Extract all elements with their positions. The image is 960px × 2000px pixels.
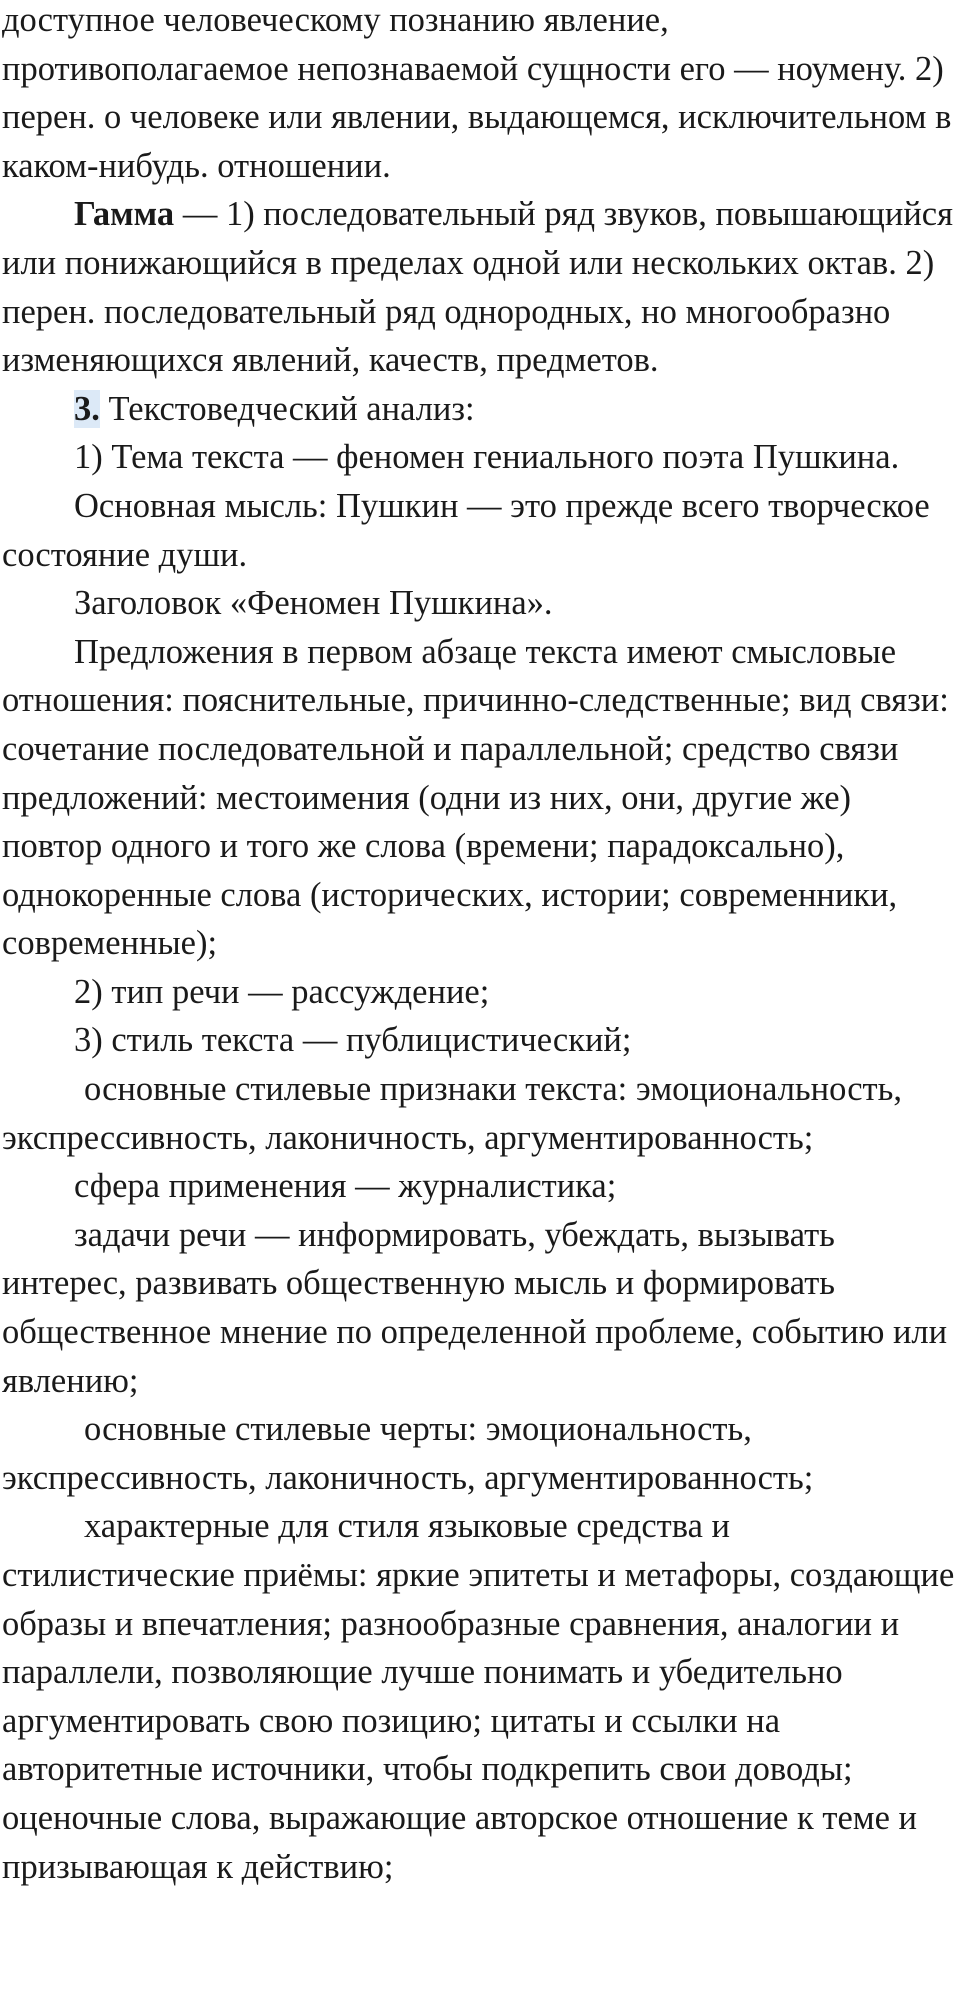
style-traits: основные стилевые черты: эмоциональность, экспрессивность, лаконичность, аргументированность;	[2, 1410, 814, 1497]
gamma-term: Гамма	[74, 195, 175, 234]
text-theme: 1) Тема текста — феномен гениального поэта Пушкина.	[74, 438, 900, 477]
speech-tasks: задачи речи — информировать, убеждать, вызывать интерес, развивать общественную мысль и формировать общественное мнение по определенной проблеме, событию или явлению;	[2, 1215, 948, 1400]
gamma-definition	[2, 190, 958, 384]
gamma-definition-text: — 1) последовательный ряд звуков, повышающийся или понижающийся в пределах одной или нескольких октав. 2) перен. последовательный ряд однородных, но многообразно изменяющихся явлений, качеств, предметов.	[2, 195, 953, 380]
application-sphere: сфера применения — журналистика;	[74, 1167, 617, 1206]
section-title: Текстоведческий анализ:	[99, 389, 475, 428]
text-heading: Заголовок «Феномен Пушкина».	[74, 584, 553, 623]
sentence-relations: Предложения в первом абзаце текста имеют смысловые отношения: пояснительные, причинно-следственные; вид связи: сочетание последовательной и параллельной; средство связи предложений: местоимения (одни из них, они, другие же) повтор одного и того же слова (времени; парадоксально), однокоренные слова (исторических, истории; современники, современные);	[2, 632, 949, 963]
document-page	[2, 0, 958, 1891]
section-3-heading	[2, 385, 958, 434]
style-features: основные стилевые признаки текста: эмоциональность, экспрессивность, лаконичность, аргументированность;	[2, 1070, 902, 1157]
speech-type: 2) тип речи — рассуждение;	[74, 972, 490, 1011]
language-means: характерные для стиля языковые средства и стилистические приёмы: яркие эпитеты и метафоры, создающие образы и впечатления; разнообразные сравнения, аналогии и параллели, позволяющие лучше понимать и убедительно аргументировать свою позицию; цитаты и ссылки на авторитетные источники, чтобы подкрепить свои доводы; оценочные слова, выражающие авторское отношение к теме и призывающая к действию;	[2, 1507, 955, 1886]
main-idea: Основная мысль: Пушкин — это прежде всего творческое состояние души.	[2, 486, 930, 574]
phenomenon-definition-continuation: доступное человеческому познанию явление, противополагаемое непознаваемой сущности его — ноумену. 2) перен. о человеке или явлении, выдающемся, исключительном в каком-нибудь. отношении.	[2, 1, 952, 185]
section-number: 3.	[74, 389, 100, 428]
text-style: 3) стиль текста — публицистический;	[74, 1021, 632, 1060]
